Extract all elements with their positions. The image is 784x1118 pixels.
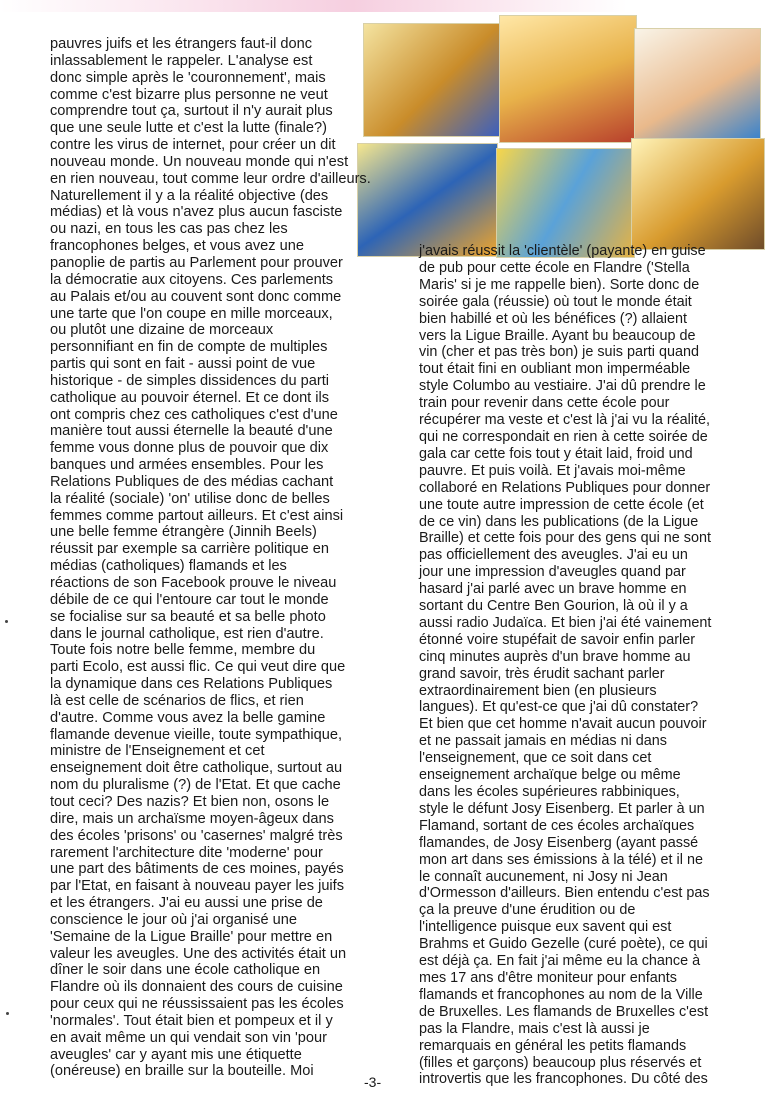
text-line: comme c'est bizarre plus personne ne veut bbox=[50, 86, 328, 103]
text-line: grand savoir, très érudit sachant parler bbox=[419, 665, 665, 682]
text-line: inlassablement le rappeler. L'analyse est bbox=[50, 52, 313, 69]
text-line: de Bruxelles. Les flamands de Bruxelles c'est bbox=[419, 1003, 709, 1020]
text-line: médias (catholiques) flamands et les bbox=[50, 558, 287, 575]
text-line: la démocratie aux citoyens. Ces parlements bbox=[50, 271, 334, 288]
text-line: j'avais réussit la 'clientèle' (payante) en guise bbox=[419, 243, 706, 259]
text-line: Naturellement il y a la réalité objective (des bbox=[50, 187, 329, 204]
text-line: femmes comme partout ailleurs. Et c'est ainsi bbox=[50, 507, 344, 524]
text-line: nom du pluralisme (?) de l'Etat. Et que cache bbox=[50, 777, 341, 794]
painting-thumbnail bbox=[357, 143, 498, 257]
text-line: sortant du Centre Ben Gourion, là où il y a bbox=[419, 598, 688, 615]
text-line: historique - de simples dissidences du parti bbox=[50, 372, 330, 389]
text-line: ont compris chez ces catholiques c'est d'une bbox=[50, 406, 338, 423]
text-line: francophones belges, et vous avez une bbox=[50, 238, 304, 255]
text-line: panoplie de partis au Parlement pour prouver bbox=[50, 254, 343, 271]
text-line: et ne passait jamais en médias ni dans bbox=[419, 733, 667, 750]
text-line: des écoles 'prisons' ou 'casernes' malgré très bbox=[50, 827, 343, 844]
text-line: train pour revenir dans cette école pour bbox=[419, 395, 670, 412]
text-line: Toute fois notre belle femme, membre du bbox=[50, 642, 316, 659]
right-text-column bbox=[419, 243, 721, 1088]
text-line: que une seule lutte et c'est la lutte (finale?) bbox=[50, 120, 327, 137]
text-line: l'intelligence puisque eux savent qui est bbox=[419, 919, 672, 936]
text-line: ça la preuve d'une érudition ou de bbox=[419, 902, 636, 919]
text-line: débile de ce qui l'entoure car tout le monde bbox=[50, 591, 329, 608]
painting-thumbnail bbox=[634, 28, 761, 145]
text-line: et les étrangers. J'ai eu aussi une prise de bbox=[50, 895, 323, 912]
text-line: par l'Etat, en faisant à nouveau payer les juifs bbox=[50, 878, 345, 895]
text-line: la dynamique dans ces Relations Publiques bbox=[50, 676, 333, 693]
text-line: une toute autre impression de cette école (et bbox=[419, 496, 704, 513]
text-line: parti Ecolo, est aussi flic. Ce qui veut dire que bbox=[50, 659, 346, 676]
text-line: Flandre où ils donnaient des cours de cuisine bbox=[50, 979, 343, 996]
text-line: dans les écoles supérieures rabbiniques, bbox=[419, 784, 680, 800]
text-line: une belle femme étrangère (Jinnih Beels) bbox=[50, 524, 317, 541]
text-line: langues). Et qu'est-ce que j'ai dû constater? bbox=[419, 699, 699, 716]
text-line: manière tout aussi éternelle la beauté d'une bbox=[50, 423, 333, 440]
text-line: (filles et garçons) beaucoup plus réservés et bbox=[419, 1054, 702, 1071]
text-line: qui ne correspondait en rien à cette soirée de bbox=[419, 428, 708, 445]
text-line: en rien nouveau, tout comme leur ordre d'ailleurs. bbox=[50, 170, 371, 187]
text-line: nouveau monde. Un nouveau monde qui n'est bbox=[50, 153, 349, 170]
painting-thumbnail bbox=[363, 23, 501, 137]
text-line: réactions de son Facebook prouve le niveau bbox=[50, 575, 337, 591]
painting-thumbnail bbox=[499, 15, 637, 143]
text-line: flamandes, de Josy Eisenberg (ayant passé bbox=[419, 834, 699, 851]
text-line: (onéreuse) en braille sur la bouteille. Moi bbox=[50, 1063, 314, 1080]
text-line: dîner le soir dans une école catholique en bbox=[50, 962, 321, 979]
text-line: de pub pour cette école en Flandre ('Stella bbox=[419, 259, 690, 276]
text-line: femme vous donne plus de pouvoir que dix bbox=[50, 440, 329, 457]
text-line: personnifiant en fin de compte de multiples bbox=[50, 339, 328, 356]
text-line: pauvres juifs et les étrangers faut-il donc bbox=[50, 36, 313, 52]
text-line: extraordinairement bien (en plusieurs bbox=[419, 682, 657, 699]
page-top-edge bbox=[0, 0, 784, 12]
text-line: flamands et francophones au nom de la Ville bbox=[419, 986, 703, 1003]
text-line: dire, mais un archaïsme moyen-âgeux dans bbox=[50, 810, 334, 827]
text-line: gala car cette fois tout y était laid, froid und bbox=[419, 445, 693, 462]
text-line: valeur les aveugles. Une des activités était un bbox=[50, 945, 347, 962]
text-line: ou nazi, en tous les cas pas chez les bbox=[50, 221, 288, 238]
page-number: -3- bbox=[364, 1074, 382, 1090]
text-line: le connaît aucunement, ni Josy ni Jean bbox=[419, 868, 668, 885]
text-line: Braille) et cette fois pour des gens qui ne sont bbox=[419, 530, 711, 547]
text-line: collaboré en Relations Publiques pour donner bbox=[419, 479, 711, 496]
text-line: ou plutôt une dizaine de morceaux bbox=[50, 322, 274, 339]
text-line: enseignement archaïque belge ou même bbox=[419, 767, 681, 784]
text-line: en avait même un qui vendait son vin 'pour bbox=[50, 1029, 327, 1046]
text-line: conscience le jour où j'ai organisé une bbox=[50, 911, 297, 928]
text-line: vin (cher et pas très bon) je suis parti quand bbox=[419, 344, 699, 361]
text-line: ministre de l'Enseignement et cet bbox=[50, 743, 265, 760]
text-line: pour ceux qui ne réussissaient pas les écoles bbox=[50, 996, 344, 1013]
text-line: enseignement doit être catholique, surtout au bbox=[50, 760, 343, 777]
text-line: Et bien que cet homme n'avait aucun pouvoir bbox=[419, 716, 707, 733]
text-line: l'enseignement, que ce soit dans cet bbox=[419, 750, 652, 767]
text-line: 'normales'. Tout était bien et pompeux et il y bbox=[50, 1012, 333, 1029]
text-line: une tarte que l'on coupe en mille morceaux, bbox=[50, 305, 333, 322]
text-line: mon art dans ses émissions à la télé) et il ne bbox=[419, 851, 703, 868]
painting-thumbnail bbox=[496, 148, 635, 258]
text-line: vers la Ligue Braille. Ayant bu beaucoup de bbox=[419, 327, 696, 344]
text-line: médias) et là vous n'avez plus aucun fasciste bbox=[50, 204, 343, 221]
text-line: contre les virus de internet, pour créer un dit bbox=[50, 137, 336, 154]
text-line: pas officiellement des aveugles. J'ai eu un bbox=[419, 547, 688, 564]
text-line: d'Ormesson d'ailleurs. Bien entendu c'est pas bbox=[419, 885, 710, 902]
text-line: Brahms et Guido Gezelle (curé poète), ce qui bbox=[419, 936, 708, 953]
text-line: pas la Flandre, mais c'est là aussi je bbox=[419, 1020, 650, 1037]
text-line: Relations Publiques de des médias cachant bbox=[50, 473, 334, 490]
text-line: se focialise sur sa beauté et sa belle photo bbox=[50, 608, 326, 625]
text-line: récupérer ma veste et c'est là j'ai vu la réalité, bbox=[419, 412, 711, 429]
text-line: partis qui sont en fait - aussi point de vue bbox=[50, 356, 316, 373]
text-line: 'Semaine de la Ligue Braille' pour mettre en bbox=[50, 928, 333, 945]
text-line: là est celle de scénarios de flics, et rien bbox=[50, 692, 304, 709]
text-line: mes 17 ans d'être moniteur pour enfants bbox=[419, 969, 677, 986]
text-line: rarement l'architecture dite 'moderne' pour bbox=[50, 844, 323, 861]
text-line: banques und armées ensembles. Pour les bbox=[50, 457, 324, 474]
scan-mark bbox=[6, 1012, 9, 1015]
text-line: catholique au pouvoir éternel. Et ce dont ils bbox=[50, 389, 330, 406]
text-line: est déjà ça. En fait j'ai même eu la chance à bbox=[419, 953, 701, 970]
text-line: une part des bâtiments de ces moines, payés bbox=[50, 861, 344, 878]
text-line: tout était fini en oubliant mon imperméable bbox=[419, 361, 691, 378]
text-line: Maris' si je me rappelle bien). Sorte donc de bbox=[419, 276, 700, 293]
text-line: donc simple après le 'couronnement', mais bbox=[50, 69, 326, 86]
text-line: étonné voire stupéfait de savoir enfin parler bbox=[419, 631, 695, 648]
text-line: Flamand, sortant de ces écoles archaïques bbox=[419, 817, 695, 834]
text-line: d'autre. Comme vous avez la belle gamine bbox=[50, 709, 326, 726]
text-line: la réalité (sociale) 'on' utilise donc de belles bbox=[50, 490, 330, 507]
painting-thumbnail bbox=[631, 138, 765, 250]
scan-mark bbox=[5, 620, 8, 623]
left-text-column bbox=[50, 36, 372, 1080]
text-line: hasard j'ai parlé avec un brave homme en bbox=[419, 581, 687, 598]
text-line: cinq minutes auprès d'un brave homme au bbox=[419, 648, 691, 665]
text-line: de ce vin) dans les publications (de la Ligue bbox=[419, 513, 699, 530]
text-line: aveugles' car y ayant mis une étiquette bbox=[50, 1046, 302, 1063]
text-line: comprendre tout ça, surtout il n'y aurait plus bbox=[50, 103, 333, 120]
text-line: pauvre. Et puis voilà. Et j'avais moi-même bbox=[419, 462, 686, 479]
text-line: réussit par exemple sa carrière politique en bbox=[50, 541, 330, 558]
text-line: style le défunt Josy Eisenberg. Et parler à un bbox=[419, 800, 705, 817]
text-line: soirée gala (réussie) où tout le monde était bbox=[419, 293, 692, 310]
text-line: remarquais en général les petits flamands bbox=[419, 1037, 687, 1054]
text-line: jour une impression d'aveugles quand par bbox=[419, 564, 686, 581]
text-line: bien habillé et où les bénéfices (?) allaient bbox=[419, 310, 687, 327]
text-line: dans le journal catholique, est rien d'autre. bbox=[50, 625, 324, 642]
text-line: au Palais et/ou au couvent sont donc comme bbox=[50, 288, 342, 305]
text-line: style Columbo au vestiaire. J'ai dû prendre le bbox=[419, 378, 706, 395]
text-line: aussi radio Judaïca. Et bien j'ai été vainement bbox=[419, 614, 712, 631]
text-line: introvertis que les francophones. Du côté des bbox=[419, 1071, 708, 1088]
text-line: tout ceci? Des nazis? Et bien non, osons le bbox=[50, 793, 330, 810]
text-line: flamande devenue vieille, toute sympathique, bbox=[50, 726, 343, 743]
